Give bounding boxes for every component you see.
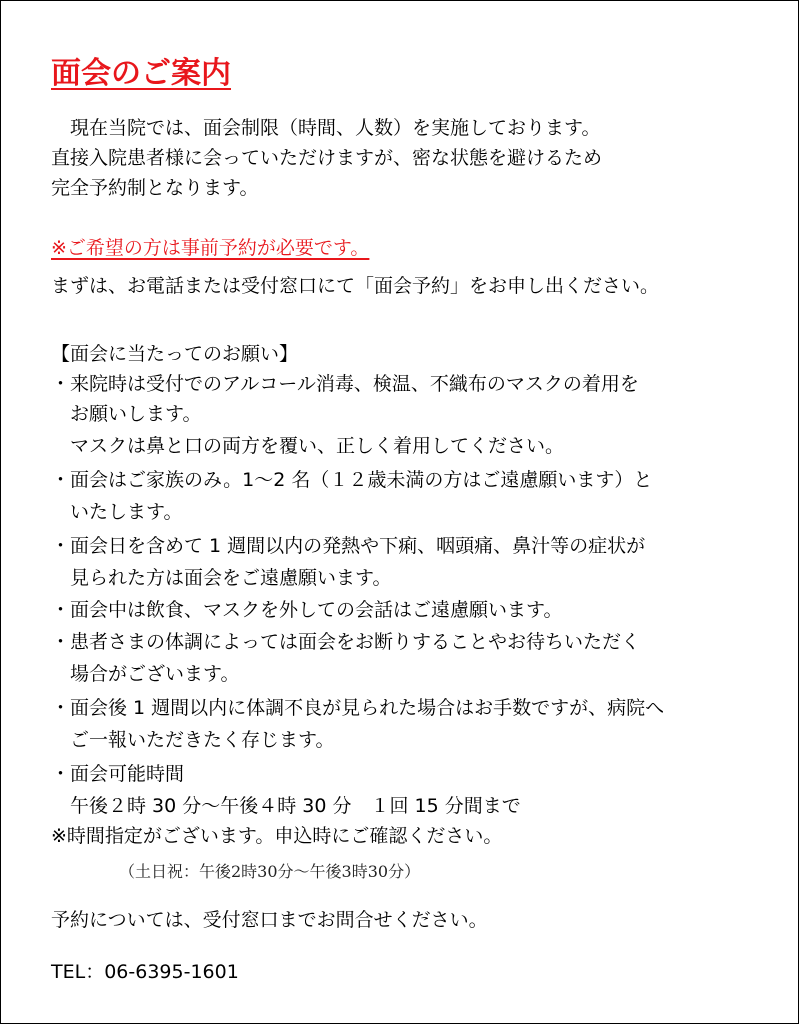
request-line: ご一報いただきたく存じます。 (51, 729, 335, 751)
request-line: マスクは鼻と口の両方を覆い、正しく着用してください。 (51, 435, 565, 457)
request-line: いたします。 (51, 501, 183, 523)
intro-line-1: 現在当院では、面会制限（時間、人数）を実施しております。 (51, 117, 601, 139)
request-line: ・面会日を含めて 1 週間以内の発熱や下痢、咽頭痛、鼻汁等の症状が (51, 535, 646, 557)
request-line: ・面会はご家族のみ。1～2 名（１２歳未満の方はご遠慮願います）と (51, 469, 653, 491)
phone-number: TEL：06-6395-1601 (51, 961, 239, 983)
intro-line-3: 完全予約制となります。 (51, 177, 259, 199)
reservation-contact-note: 予約については、受付窓口までお問合せください。 (51, 909, 488, 931)
reservation-instruction: まずは、お電話または受付窓口にて「面会予約」をお申し出ください。 (51, 275, 660, 297)
intro-line-2: 直接入院患者様に会っていただけますが、密な状態を避けるため (51, 147, 603, 169)
requests-heading: 【面会に当たってのお願い】 (51, 343, 299, 365)
request-line: 見られた方は面会をご遠慮願います。 (51, 567, 392, 589)
request-line: ・面会後 1 週間以内に体調不良が見られた場合はお手数ですが、病院へ (51, 697, 665, 719)
time-note: ※時間指定がございます。申込時にご確認ください。 (51, 825, 503, 847)
request-line: 場合がございます。 (51, 663, 240, 685)
request-line: ・患者さまの体調によっては面会をお断りすることやお待ちいただく (51, 631, 641, 653)
request-line: ・面会中は飲食、マスクを外しての会話はご遠慮願います。 (51, 599, 563, 621)
request-line: ・面会可能時間 (51, 763, 185, 785)
page-title: 面会のご案内 (51, 56, 231, 91)
reservation-required-notice: ※ご希望の方は事前予約が必要です。 (51, 237, 370, 259)
visiting-hours: 午後２時 30 分～午後４時 30 分 １回 15 分間まで (51, 795, 521, 817)
request-line: お願いします。 (51, 403, 202, 425)
weekend-hours: （土日祝：午後2時30分～午後3時30分） (119, 862, 421, 881)
request-line: ・来院時は受付でのアルコール消毒、検温、不織布のマスクの着用を (51, 373, 639, 395)
